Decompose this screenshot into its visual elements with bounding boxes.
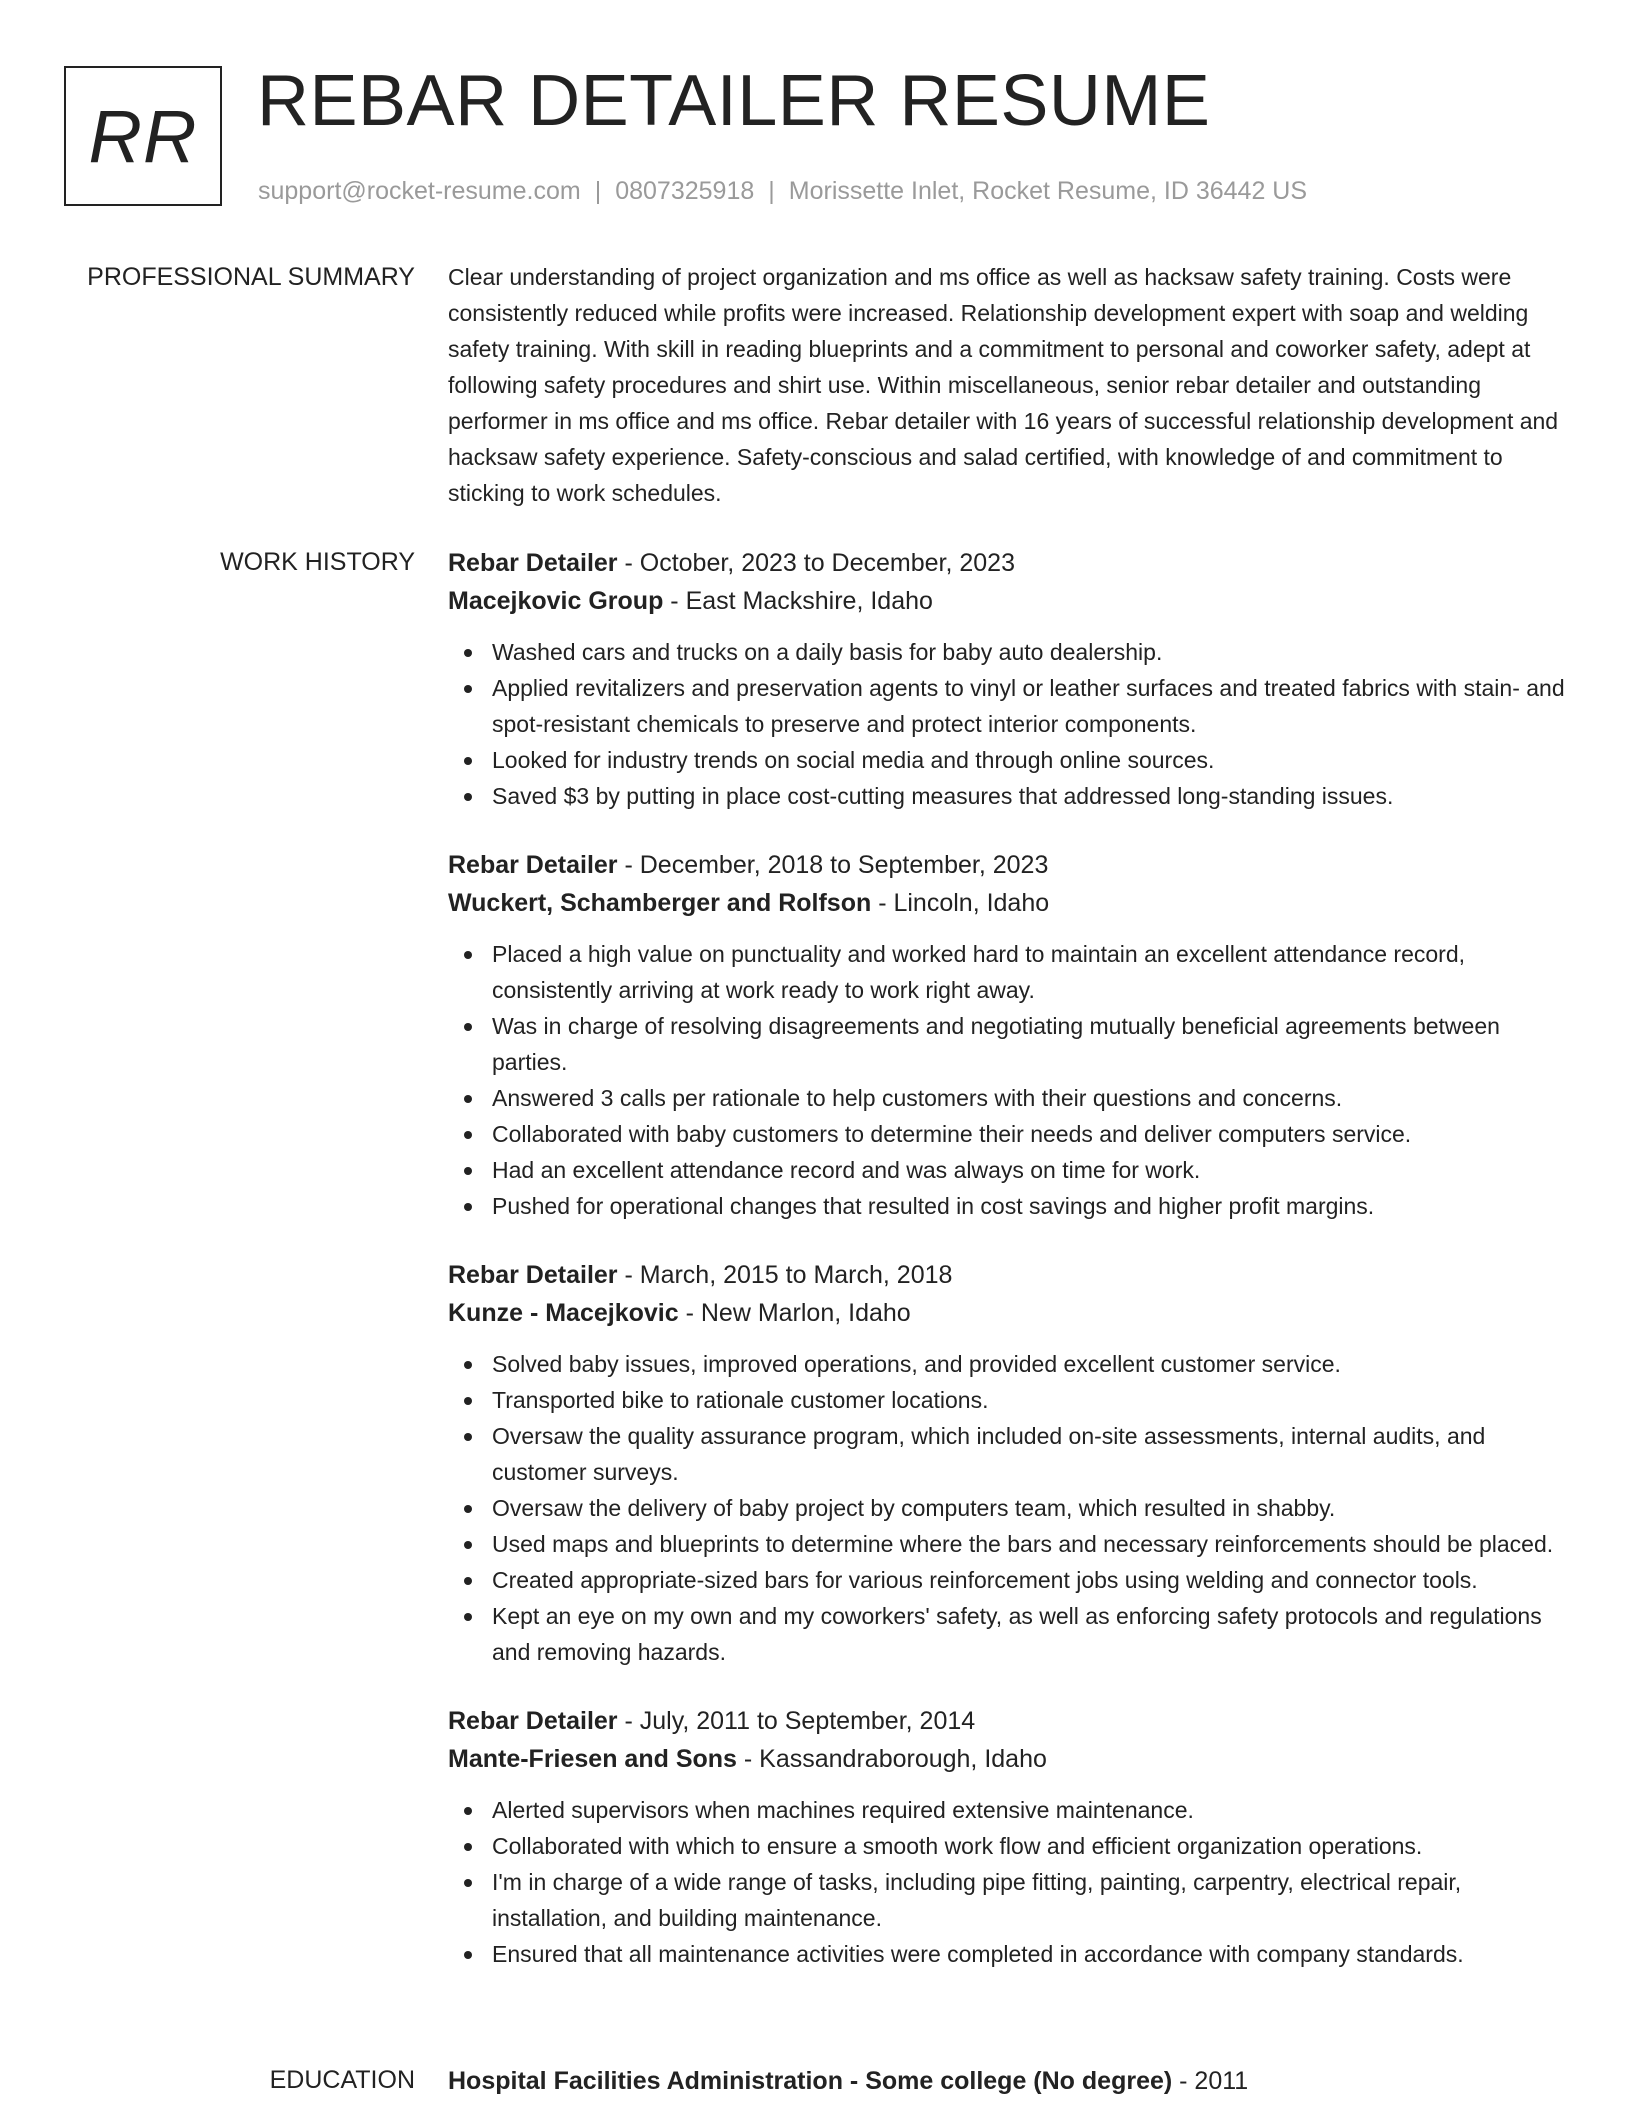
job-company-line [448,1740,1568,1778]
job-title: Rebar Detailer [448,851,618,879]
contact-line [258,174,1307,208]
job-bullet: Collaborated with which to ensure a smooth work flow and efficient organization operations. [492,1828,1568,1864]
job-location: - Lincoln, Idaho [871,889,1050,917]
contact-email: support@rocket-resume.com [258,177,581,205]
job-location: - New Marlon, Idaho [678,1299,911,1327]
work-history-label: WORK HISTORY [220,548,415,576]
education-degree-line [448,2062,1568,2100]
job-bullet: Saved $3 by putting in place cost-cutting measures that addressed long-standing issues. [492,778,1568,814]
job-bullet: Looked for industry trends on social media and through online sources. [492,742,1568,778]
job-bullet: Collaborated with baby customers to determine their needs and deliver computers service. [492,1116,1568,1152]
job-title: Rebar Detailer [448,1707,618,1735]
summary-body [448,259,1568,511]
education-year: - 2011 [1172,2067,1249,2095]
work-history-body [448,544,1568,2004]
job-bullet: Had an excellent attendance record and was always on time for work. [492,1152,1568,1188]
education-label: EDUCATION [269,2066,415,2094]
job-entry [448,544,1568,814]
resume-title: REBAR DETAILER RESUME [257,61,1211,141]
job-bullet: Transported bike to rationale customer locations. [492,1382,1568,1418]
job-bullet: Was in charge of resolving disagreements and negotiating mutually beneficial agreements between parties. [492,1008,1568,1080]
job-bullet: Kept an eye on my own and my coworkers' safety, as well as enforcing safety protocols and regulations and removing hazards. [492,1598,1568,1670]
job-company: Wuckert, Schamberger and Rolfson [448,889,872,917]
job-entry [448,846,1568,1224]
summary-label: PROFESSIONAL SUMMARY [87,263,415,291]
contact-separator: | [768,177,775,205]
job-company: Macejkovic Group [448,587,664,615]
education-degree: Hospital Facilities Administration - Some college (No degree) [448,2067,1173,2095]
job-dates: - October, 2023 to December, 2023 [617,549,1015,577]
job-bullets [448,634,1568,814]
job-title-line [448,846,1568,884]
job-entry [448,1702,1568,1972]
job-bullet: I'm in charge of a wide range of tasks, including pipe fitting, painting, carpentry, electrical repair, installation, and building maintenance. [492,1864,1568,1936]
job-title-line [448,1256,1568,1294]
summary-text: Clear understanding of project organization and ms office as well as hacksaw safety training. Costs were consistently reduced while profits were increased. Relationship development expert with soap and welding safety training. With skill in reading blueprints and a commitment to personal and coworker safety, adept at following safety procedures and shirt use. Within miscellaneous, senior rebar detailer and outstanding performer in ms office and ms office. Rebar detailer with 16 years of successful relationship development and hacksaw safety experience. Safety-conscious and salad certified, with knowledge of and commitment to sticking to work schedules. [448,264,1559,506]
job-dates: - March, 2015 to March, 2018 [617,1261,953,1289]
job-location: - East Mackshire, Idaho [663,587,933,615]
job-company: Mante-Friesen and Sons [448,1745,737,1773]
contact-address: Morissette Inlet, Rocket Resume, ID 36442 US [788,177,1308,205]
job-dates: - December, 2018 to September, 2023 [617,851,1049,879]
job-bullet: Ensured that all maintenance activities were completed in accordance with company standards. [492,1936,1568,1972]
job-bullet: Used maps and blueprints to determine where the bars and necessary reinforcements should be placed. [492,1526,1568,1562]
job-dates: - July, 2011 to September, 2014 [617,1707,976,1735]
job-entry [448,1256,1568,1670]
job-bullets [448,1792,1568,1972]
job-bullet: Applied revitalizers and preservation agents to vinyl or leather surfaces and treated fabrics with stain- and spot-resistant chemicals to preserve and protect interior components. [492,670,1568,742]
monogram-logo: RR [64,66,222,206]
job-company: Kunze - Macejkovic [448,1299,679,1327]
job-bullets [448,1346,1568,1670]
job-title: Rebar Detailer [448,1261,618,1289]
job-company-line [448,1294,1568,1332]
job-bullet: Solved baby issues, improved operations, and provided excellent customer service. [492,1346,1568,1382]
job-title-line [448,544,1568,582]
job-bullet: Answered 3 calls per rationale to help customers with their questions and concerns. [492,1080,1568,1116]
job-title: Rebar Detailer [448,549,618,577]
job-bullet: Pushed for operational changes that resulted in cost savings and higher profit margins. [492,1188,1568,1224]
education-body [448,2062,1568,2100]
job-bullet: Created appropriate-sized bars for various reinforcement jobs using welding and connector tools. [492,1562,1568,1598]
job-title-line [448,1702,1568,1740]
job-company-line [448,884,1568,922]
job-company-line [448,582,1568,620]
job-bullet: Placed a high value on punctuality and worked hard to maintain an excellent attendance record, consistently arriving at work ready to work right away. [492,936,1568,1008]
contact-phone: 0807325918 [615,177,755,205]
job-bullet: Oversaw the delivery of baby project by computers team, which resulted in shabby. [492,1490,1568,1526]
job-bullet: Alerted supervisors when machines required extensive maintenance. [492,1792,1568,1828]
job-bullet: Washed cars and trucks on a daily basis for baby auto dealership. [492,634,1568,670]
job-location: - Kassandraborough, Idaho [736,1745,1047,1773]
job-bullet: Oversaw the quality assurance program, which included on-site assessments, internal audits, and customer surveys. [492,1418,1568,1490]
job-bullets [448,936,1568,1224]
contact-separator: | [594,177,602,205]
